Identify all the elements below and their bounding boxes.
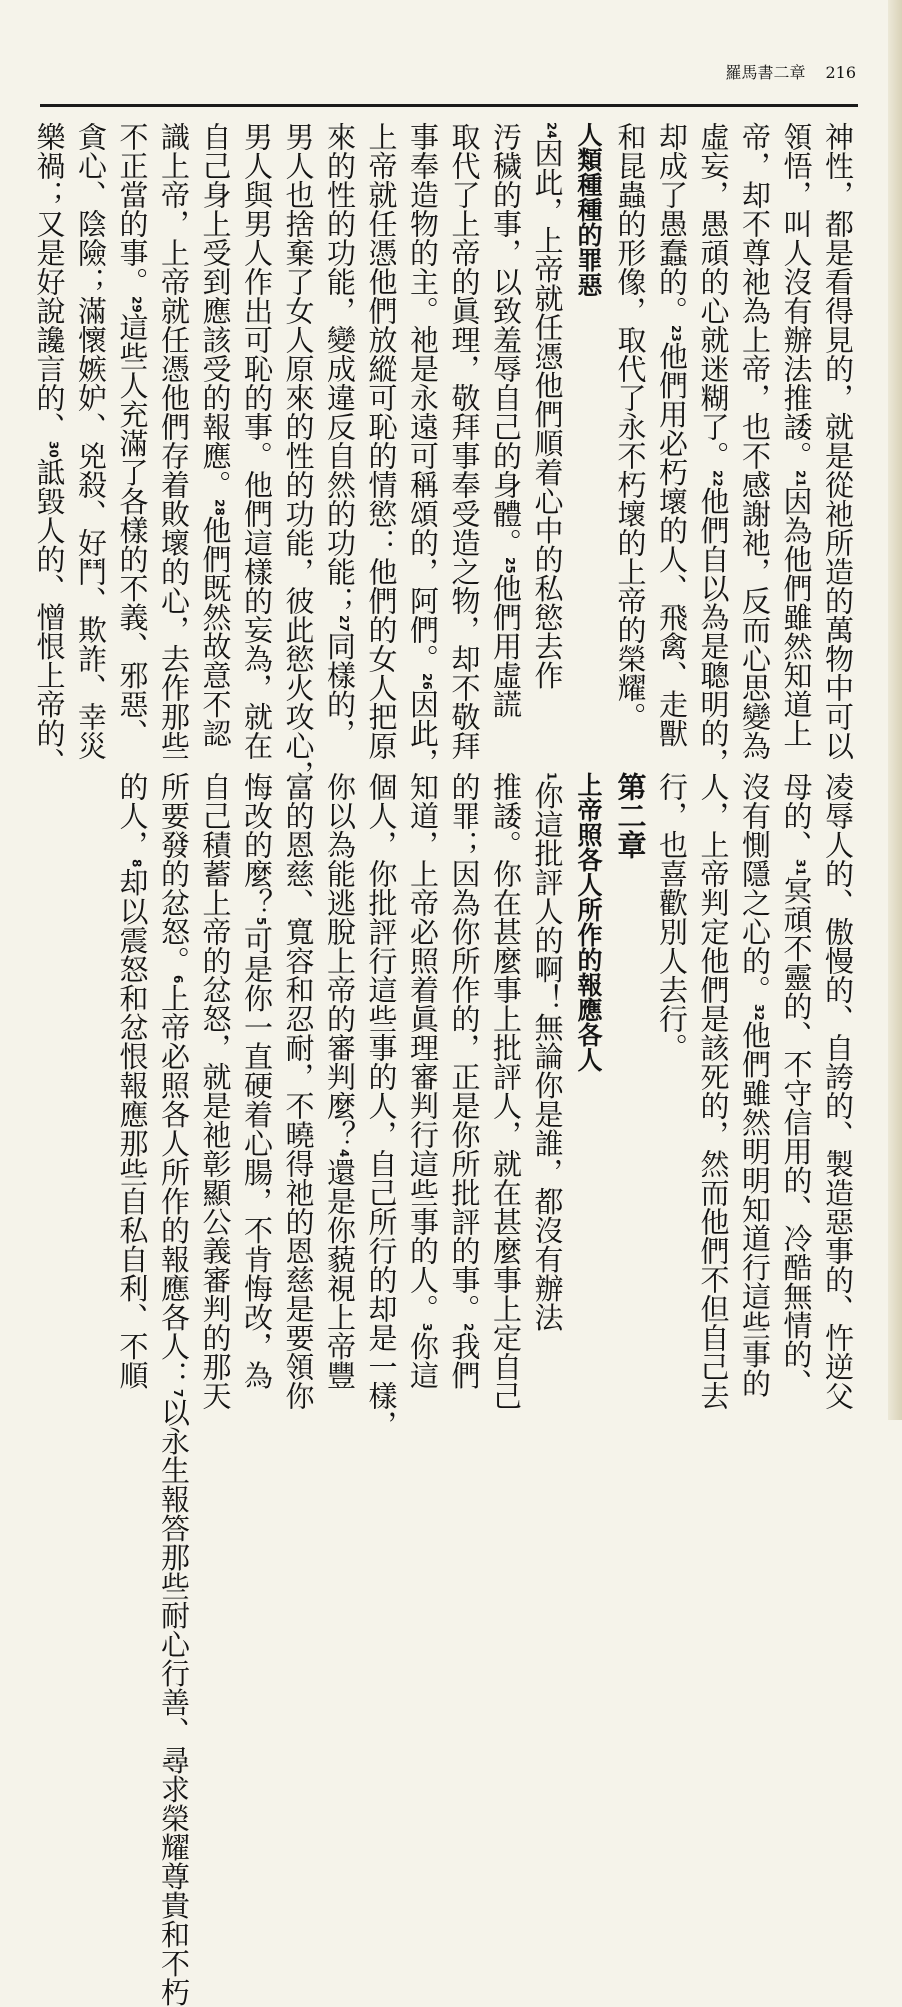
- verse-text: 自己積蓄上帝的忿怒，就是祂彰顯公義審判的那天: [198, 772, 233, 1410]
- verse-text: 你這: [406, 1331, 440, 1390]
- text-column: [194, 772, 236, 1410]
- text-column: [319, 772, 361, 1404]
- verse-text: 同樣的，: [323, 631, 357, 748]
- text-column: [319, 122, 361, 748]
- verse-number: 7: [171, 1389, 185, 1398]
- text-column: [402, 772, 444, 1404]
- text-column: [153, 772, 195, 2007]
- text-column: [526, 772, 568, 1404]
- verse-text: 富的恩慈、寬容和忍耐，不曉得祂的恩慈是要領你: [281, 772, 316, 1410]
- text-column: [70, 122, 112, 760]
- text-column: [443, 122, 485, 760]
- verse-number: 25: [503, 557, 517, 574]
- text-block-top: [32, 122, 858, 789]
- verse-number: 32: [752, 1004, 766, 1021]
- text-column: [775, 122, 817, 748]
- verse-text: 冥頑不靈的、不守信用的、冷酷無情的、: [779, 875, 814, 1398]
- verse-text: 的人，: [115, 772, 150, 859]
- text-column: [28, 122, 70, 777]
- verse-text: 上帝必照各人所作的報應各人：: [157, 983, 191, 1390]
- text-column: [236, 122, 278, 760]
- running-header: [725, 60, 856, 83]
- verse-text: 因此，上帝就任憑他們順着心中的私慾去作: [530, 138, 565, 690]
- text-column: [277, 772, 319, 1410]
- verse-text: 他們用必朽壞的人、飛禽、走獸: [655, 341, 689, 748]
- verse-text: 他們自以為是聰明的，: [696, 486, 731, 777]
- verse-text: 行，也喜歡別人去行。: [655, 772, 689, 1062]
- text-column: [609, 122, 651, 731]
- text-column: [651, 122, 693, 748]
- verse-number: 27: [337, 615, 351, 632]
- verse-text: 貪心、陰險；滿懷嫉妒、兇殺、好鬥、欺詐、幸災: [74, 122, 108, 760]
- text-column: [402, 122, 444, 777]
- verse-text: 悔改的麼？: [240, 772, 274, 917]
- verse-text: 自己身上受到應該受的報應。: [198, 122, 233, 499]
- verse-text: 樂禍；又是好說讒言的、: [32, 122, 67, 441]
- verse-text: 人，上帝判定他們是該死的，然而他們不但自己去: [696, 772, 731, 1410]
- text-column: [111, 122, 153, 748]
- text-column: [360, 122, 402, 760]
- verse-text: 汚穢的事，以致羞辱自己的身體。: [489, 122, 523, 557]
- verse-text: 推諉。你在甚麼事上批評人，就在甚麼事上定自己: [489, 772, 523, 1410]
- verse-text: 取代了上帝的眞理，敬拜事奉受造之物，却不敬拜: [447, 122, 482, 760]
- verse-text: 知道，上帝必照着眞理審判行這些事的人。: [406, 772, 440, 1323]
- verse-text: 神性，都是看得見的，就是從祂所造的萬物中可以: [821, 122, 855, 760]
- verse-number: 24: [544, 122, 559, 139]
- verse-text: 識上帝，上帝就任憑他們存着敗壞的心，去作那些: [157, 122, 191, 760]
- chapter-title: 第二章: [613, 772, 648, 859]
- verse-number: 30: [46, 441, 61, 458]
- verse-text: 事奉造物的主。祂是永遠可稱頌的，阿們。: [406, 122, 440, 673]
- text-column: [443, 772, 485, 1404]
- verse-number: 22: [710, 470, 725, 487]
- verse-text: 因此，: [406, 689, 440, 777]
- verse-text: 的罪；因為你所作的，正是你所批評的事。: [447, 772, 482, 1323]
- verse-text: 和昆蟲的形像，取代了永不朽壞的上帝的榮耀。: [613, 122, 648, 731]
- verse-number: 28: [212, 499, 227, 516]
- verse-text: 帝，却不尊祂為上帝，也不感謝祂，反而心思變為: [738, 122, 772, 760]
- page-edge: [888, 0, 902, 1420]
- verse-text: 男人與男人作出可恥的事。他們這樣的妄為，就在: [240, 122, 274, 760]
- verse-text: 你這批評人的啊！無論你是誰，都沒有辦法: [530, 780, 565, 1332]
- text-column: [194, 122, 236, 748]
- text-column: [111, 772, 153, 1404]
- verse-text: 你以為能逃脫上帝的審判麼？: [323, 772, 357, 1149]
- text-column: [734, 772, 776, 1404]
- verse-text: 虛妄，愚頑的心就迷糊了。: [696, 122, 731, 470]
- verse-number: 26: [420, 673, 434, 690]
- verse-text: 却成了愚蠢的。: [655, 122, 689, 325]
- verse-text: 來的性的功能，變成違反自然的功能；: [323, 122, 357, 615]
- verse-text: 我們: [447, 1331, 482, 1390]
- verse-text: 詆毀人的、憎恨上帝的、: [32, 457, 67, 777]
- section-heading: 上帝照各人所作的報應各人: [574, 772, 603, 1072]
- verse-number: 23: [669, 325, 683, 342]
- verse-number: 31: [793, 859, 808, 876]
- section-heading: 人類種種的罪惡: [574, 122, 603, 297]
- book-title: 羅馬書二章: [725, 63, 806, 82]
- verse-number: 8: [129, 859, 144, 868]
- verse-number: 29: [129, 296, 144, 313]
- verse-text: 可是你一直硬着心腸，不肯悔改，為: [240, 925, 274, 1390]
- text-column: [734, 122, 776, 760]
- verse-number: 1: [544, 772, 559, 781]
- text-column: [277, 122, 319, 789]
- verse-number: 2: [461, 1323, 476, 1332]
- page-number: 216: [825, 63, 856, 82]
- verse-text: 沒有惻隱之心的。: [738, 772, 772, 1004]
- verse-text: 他們雖然明明知道行這些事的: [738, 1020, 772, 1398]
- verse-text: 這些人充滿了各樣的不義、邪惡、: [115, 312, 150, 748]
- verse-text: 男人也捨棄了女人原來的性的功能，彼此慾火攻心，: [281, 122, 316, 789]
- verse-text: 上帝就任憑他們放縱可恥的情慾：他們的女人把原: [364, 122, 399, 760]
- verse-text: 個人，你批評行這些事的人，自己所行的却是一樣，: [364, 772, 399, 1439]
- text-column: [360, 772, 402, 1439]
- text-column: [485, 122, 527, 719]
- text-column: [817, 122, 859, 760]
- text-column: [775, 772, 817, 1404]
- text-column: [526, 122, 568, 712]
- verse-text: 凌辱人的、傲慢的、自誇的、製造惡事的、忤逆父: [821, 772, 855, 1410]
- verse-text: 以永生報答那些耐心行善、尋求榮耀尊貴和不朽: [157, 1397, 191, 2007]
- verse-text: 他們用虛謊: [489, 573, 523, 719]
- text-block-bottom: [40, 772, 858, 2007]
- text-column: [817, 772, 859, 1410]
- verse-text: 因為他們雖然知道上: [779, 486, 814, 748]
- text-column: [485, 772, 527, 1410]
- verse-number: 5: [254, 917, 268, 926]
- verse-number: 4: [337, 1149, 351, 1158]
- verse-text: 領悟，叫人沒有辦法推諉。: [779, 122, 814, 470]
- text-column: [692, 772, 734, 1410]
- verse-text: 所要發的忿怒。: [157, 772, 191, 975]
- header-rule: [40, 104, 858, 107]
- verse-number: 21: [793, 470, 808, 487]
- verse-text: 母的、: [779, 772, 814, 859]
- verse-number: 3: [420, 1323, 434, 1332]
- verse-text: 他們既然故意不認: [198, 515, 233, 748]
- text-column: [153, 122, 195, 760]
- verse-text: 還是你藐視上帝豐: [323, 1157, 357, 1390]
- verse-text: 却以震怒和忿恨報應那些自私自利、不順: [115, 867, 150, 1390]
- verse-text: 不正當的事。: [115, 122, 150, 296]
- text-column: [692, 122, 734, 777]
- text-column: [236, 772, 278, 1404]
- verse-number: 6: [171, 975, 185, 984]
- text-column: [651, 772, 693, 1404]
